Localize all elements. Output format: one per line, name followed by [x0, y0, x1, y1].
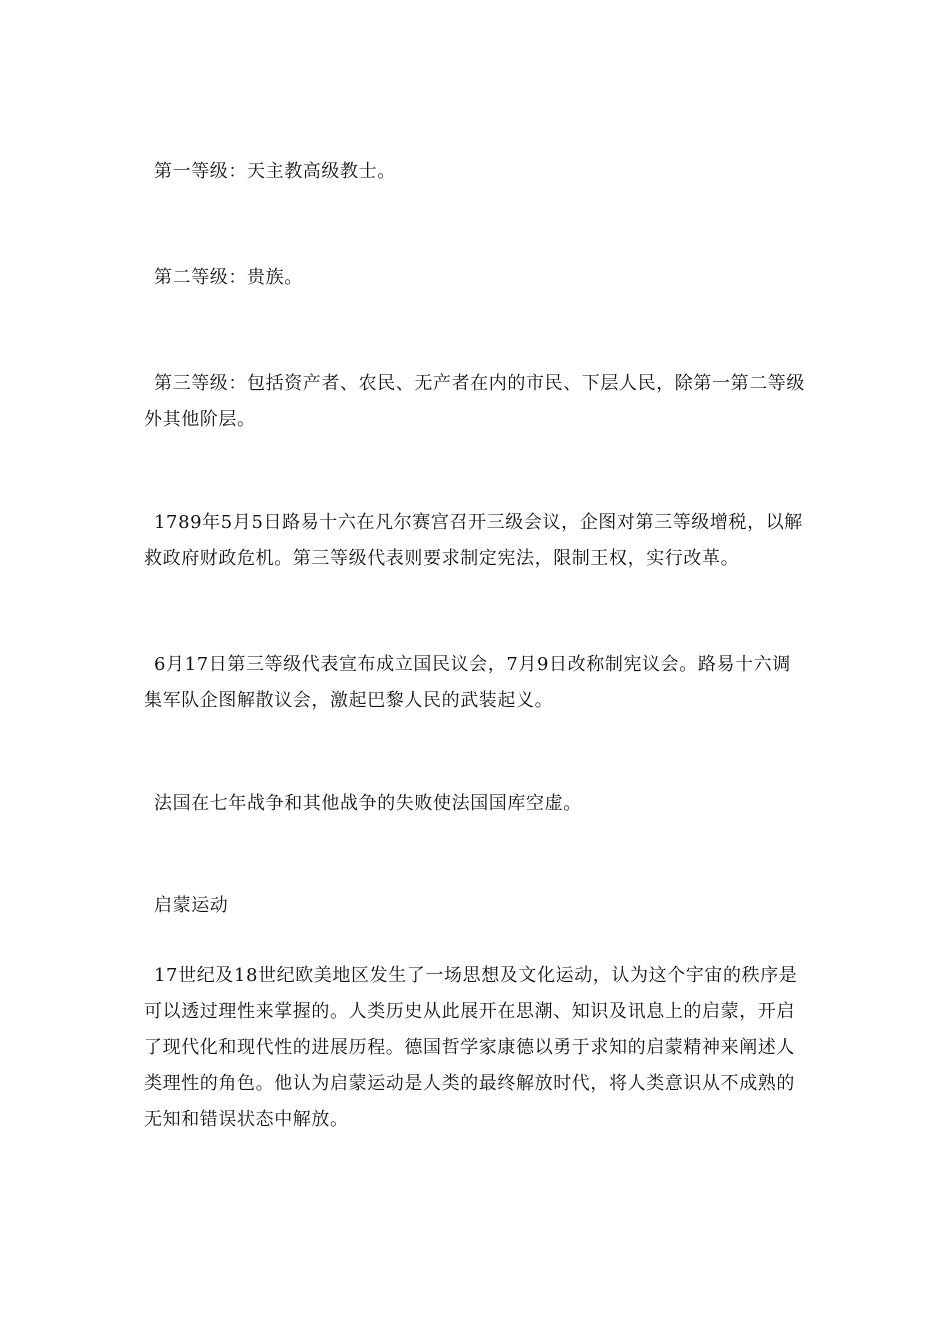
paragraph-estates-general: 1789年5月5日路易十六在凡尔赛宫召开三级会议，企图对第三等级增税，以解救政府财政危机。第三等级代表则要求制定宪法，限制王权，实行改革。 [144, 512, 803, 569]
paragraph-national-assembly: 6月17日第三等级代表宣布成立国民议会，7月9日改称制宪议会。路易十六调集军队企图解散议会，激起巴黎人民的武装起义。 [144, 654, 791, 711]
paragraph-treasury: 法国在七年战争和其他战争的失败使法国国库空虚。 [154, 793, 582, 814]
paragraph-enlightenment: 17世纪及18世纪欧美地区发生了一场思想及文化运动，认为这个宇宙的秩序是可以透过理性来掌握的。人类历史从此展开在思潮、知识及讯息上的启蒙，开启了现代化和现代性的进展历程。德国哲学家康德以勇于求知的启蒙精神来阐述人类理性的角色。他认为启蒙运动是人类的最终解放时代，将人类意识从不成熟的无知和错误状态中解放。 [144, 965, 798, 1130]
paragraph-third-estate: 第三等级：包括资产者、农民、无产者在内的市民、下层人民，除第一第二等级外其他阶层。 [144, 373, 805, 430]
section-heading-enlightenment: 启蒙运动 [154, 895, 229, 916]
paragraph-first-estate: 第一等级：天主教高级教士。 [154, 161, 396, 182]
paragraph-second-estate: 第二等级：贵族。 [154, 267, 303, 288]
